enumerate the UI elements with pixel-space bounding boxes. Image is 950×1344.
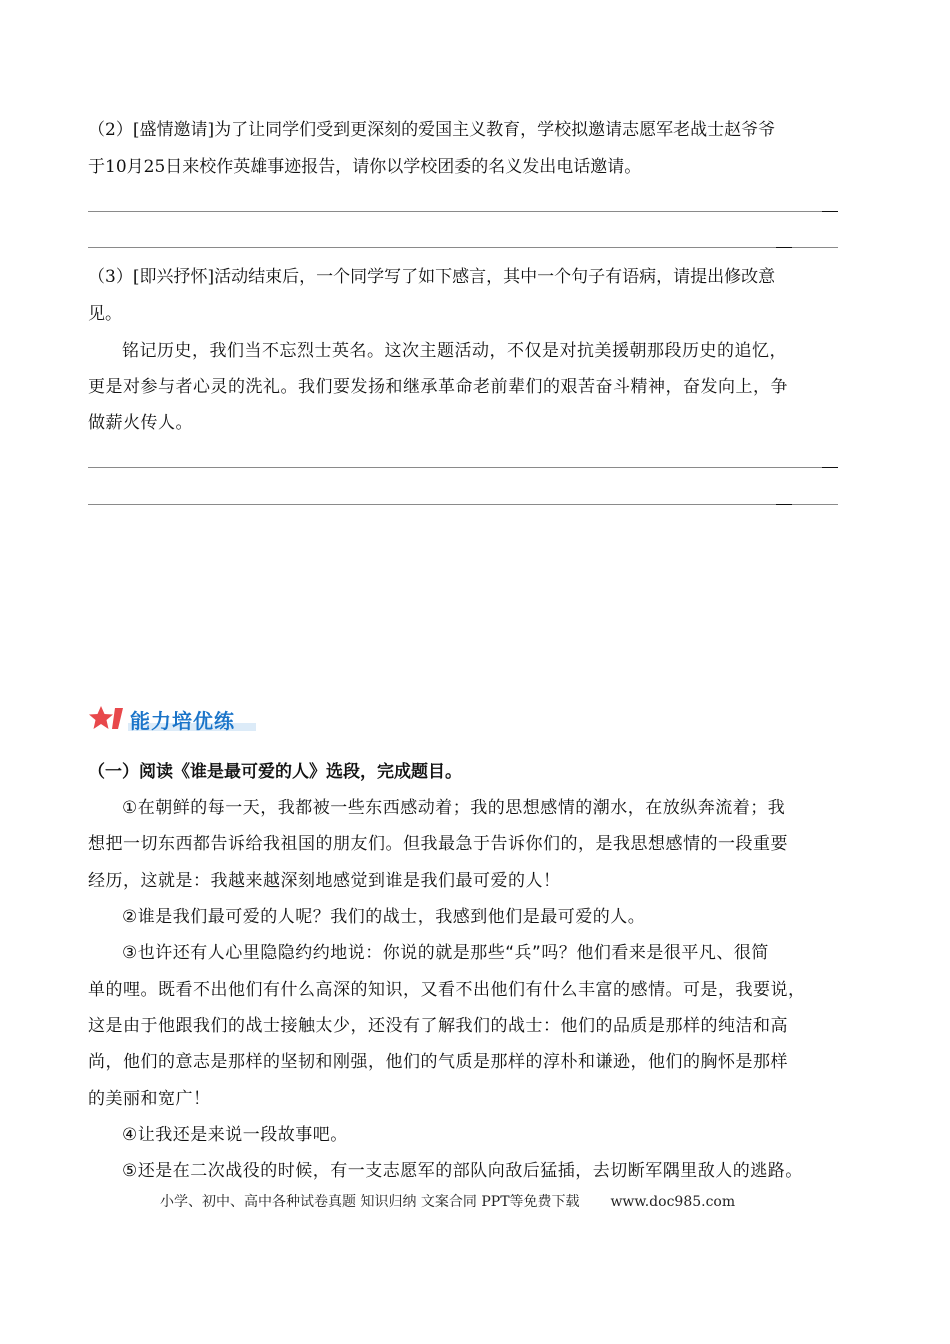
answer-line-end-mark [822, 467, 838, 468]
q3-quote-line-2: 更是对参与者心灵的洗礼。我们要发扬和继承革命老前辈们的艰苦奋斗精神，奋发向上，争 [88, 377, 788, 397]
answer-line[interactable] [88, 467, 838, 468]
star-icon [88, 705, 128, 731]
paragraph-1-line-3: 经历，这就是：我越来越深刻地感觉到谁是我们最可爱的人！ [88, 871, 561, 891]
answer-line-end-mark [776, 504, 792, 505]
paragraph-3-line-5: 的美丽和宽广！ [88, 1089, 211, 1109]
answer-line[interactable] [88, 247, 838, 248]
q2-line-1: （2）[盛情邀请]为了让同学们受到更深刻的爱国主义教育，学校拟邀请志愿军老战士赵爷爷 [88, 120, 776, 140]
section-title: 能力培优练 [130, 709, 235, 733]
section-header [88, 703, 268, 733]
q2-line-2: 于10月25日来校作英雄事迹报告，请你以学校团委的名义发出电话邀请。 [88, 157, 642, 177]
paragraph-3-line-3: 这是由于他跟我们的战士接触太少，还没有了解我们的战士：他们的品质是那样的纯洁和高 [88, 1016, 788, 1036]
footer-text: 小学、初中、高中各种试卷真题 知识归纳 文案合同 PPT等免费下载 [160, 1194, 580, 1210]
answer-line[interactable] [88, 211, 838, 212]
footer [160, 1193, 735, 1211]
q3-line-1: （3）[即兴抒怀]活动结束后，一个同学写了如下感言，其中一个句子有语病，请提出修改意 [88, 267, 776, 287]
paragraph-3-line-4: 尚，他们的意志是那样的坚韧和刚强，他们的气质是那样的淳朴和谦逊，他们的胸怀是那样 [88, 1052, 788, 1072]
answer-line-end-mark [776, 247, 792, 248]
answer-line-end-mark [822, 211, 838, 212]
paragraph-4: ④让我还是来说一段故事吧。 [122, 1125, 348, 1145]
paragraph-2: ②谁是我们最可爱的人呢？我们的战士，我感到他们是最可爱的人。 [122, 907, 646, 927]
q3-line-2: 见。 [88, 304, 122, 324]
answer-line[interactable] [88, 504, 838, 505]
paragraph-1-line-1: ①在朝鲜的每一天，我都被一些东西感动着；我的思想感情的潮水，在放纵奔流着；我 [122, 798, 786, 818]
paragraph-5: ⑤还是在二次战役的时候，有一支志愿军的部队向敌后猛插，去切断军隅里敌人的逃路。 [122, 1161, 803, 1181]
paragraph-3-line-1: ③也许还有人心里隐隐约约地说：你说的就是那些“兵”吗？他们看来是很平凡、很简 [122, 943, 769, 963]
footer-url[interactable]: www.doc985.com [610, 1194, 736, 1210]
q3-quote-line-3: 做薪火传人。 [88, 413, 193, 433]
reading-heading: （一）阅读《谁是最可爱的人》选段，完成题目。 [88, 762, 462, 782]
q3-quote-line-1: 铭记历史，我们当不忘烈士英名。这次主题活动，不仅是对抗美援朝那段历史的追忆， [122, 341, 787, 361]
paragraph-3-line-2: 单的哩。既看不出他们有什么高深的知识，又看不出他们有什么丰富的感情。可是，我要说， [88, 980, 806, 1000]
paragraph-1-line-2: 想把一切东西都告诉给我祖国的朋友们。但我最急于告诉你们的，是我思想感情的一段重要 [88, 834, 788, 854]
